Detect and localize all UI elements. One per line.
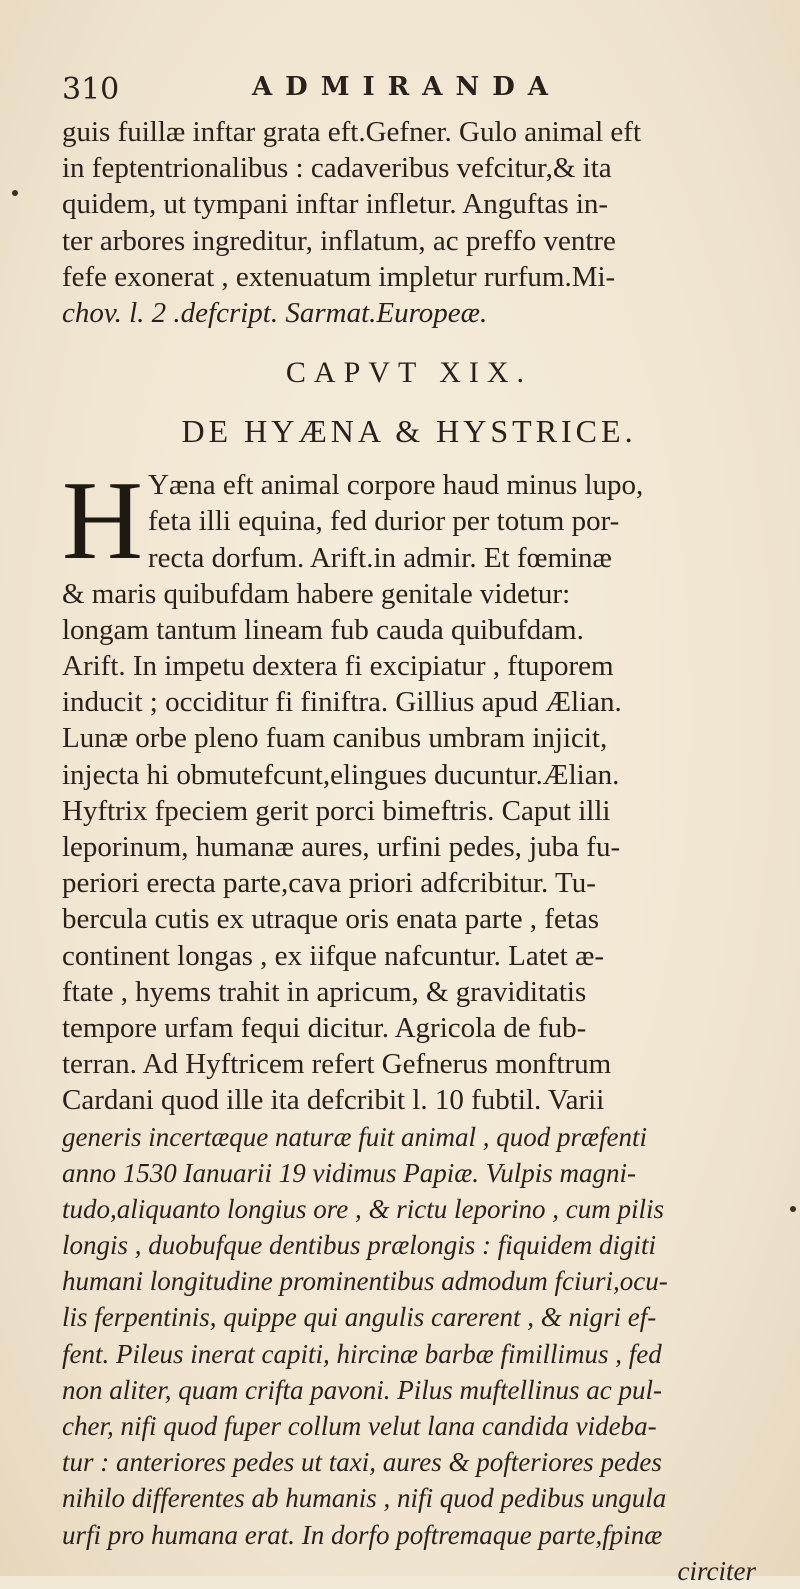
page-header	[62, 72, 742, 116]
text-line: inducit ; occiditur fi finiftra. Gillius apud Ælian.	[62, 686, 622, 719]
text-line: terran. Ad Hyftricem refert Gefnerus monftrum	[62, 1048, 612, 1081]
text-line: periori erecta parte,cava priori adfcribitur. Tu-	[62, 867, 596, 900]
text-line: recta dorfum. Arift.in admir. Et fœminæ	[148, 541, 612, 574]
italic-line: anno 1530 Ianuarii 19 vidimus Papiæ. Vulpis magni-	[62, 1157, 636, 1188]
italic-line: fent. Pileus inerat capiti, hircinæ barbæ fimillimus , fed	[62, 1338, 662, 1369]
text-line: tempore urfam fequi dicitur. Agricola de fub-	[62, 1011, 587, 1044]
italic-line: longis , duobufque dentibus prælongis : fiquidem digiti	[62, 1230, 656, 1261]
text-line: Lunæ orbe pleno fuam canibus umbram injicit,	[62, 722, 608, 755]
italic-line: urfi pro humana erat. In dorfo poftremaque parte,fpinæ	[62, 1519, 663, 1550]
page-text	[62, 114, 756, 1589]
quoted-description	[62, 1119, 756, 1553]
body-paragraph	[62, 576, 756, 1119]
text-line: quidem, ut tympani inftar infletur. Anguftas in-	[62, 188, 609, 221]
text-line: & maris quibufdam habere genitale videtur:	[62, 577, 571, 610]
italic-line: generis incertæque naturæ fuit animal , quod præfenti	[62, 1121, 647, 1152]
text-line: bercula cutis ex utraque oris enata parte , fetas	[62, 903, 600, 936]
text-line: continent longas , ex iifque nafcuntur. Latet æ-	[62, 939, 604, 972]
text-line: in feptentrionalibus : cadaveribus vefcitur,& ita	[62, 152, 612, 185]
running-head: ADMIRANDA	[252, 72, 561, 102]
text-line: injecta hi obmutefcunt,elingues ducuntur.Ælian.	[62, 758, 620, 791]
text-line: Arift. In impetu dextera fi excipiatur , ftuporem	[62, 650, 614, 683]
page-number: 310	[62, 72, 120, 107]
italic-line: nihilo differentes ab humanis , nifi quod pedibus ungula	[62, 1483, 667, 1514]
text-line: Cardani quod ille ita defcribit l. 10 fubtil. Varii	[62, 1084, 605, 1117]
text-line: ter arbores ingreditur, inflatum, ac preffo ventre	[62, 224, 616, 257]
italic-line: lis ferpentinis, quippe qui angulis carerent , & nigri ef-	[62, 1302, 657, 1333]
margin-mark	[12, 190, 18, 196]
chapter-number: CAPVT XIX.	[285, 356, 533, 390]
italic-line: tur : anteriores pedes ut taxi, aures & pofteriores pedes	[62, 1447, 662, 1478]
italic-line: humani longitudine prominentibus admodum fciuri,ocu-	[62, 1266, 668, 1297]
catchword: circiter	[677, 1555, 756, 1586]
italic-line: cher, nifi quod fuper collum velut lana candida videba-	[62, 1411, 657, 1441]
text-line: feta illi equina, fed durior per totum por-	[148, 505, 620, 538]
opening-paragraph	[62, 459, 756, 584]
text-line: Yæna eft animal corpore haud minus lupo,	[148, 469, 644, 502]
italic-line: tudo,aliquanto longius ore , & rictu leporino , cum pilis	[62, 1193, 664, 1224]
text-line: guis fuillæ inftar grata eft.Gefner. Gulo animal eft	[62, 116, 642, 148]
text-line: fefe exonerat , extenuatum impletur rurfum.Mi-	[62, 260, 616, 293]
drop-capital: H	[62, 459, 143, 584]
text-line: longam tantum lineam fub cauda quibufdam.	[62, 613, 584, 646]
chapter-title: DE HYÆNA & HYSTRICE.	[181, 413, 637, 450]
margin-mark	[790, 1206, 796, 1212]
italic-line: non aliter, quam crifta pavoni. Pilus muftellinus ac pul-	[62, 1374, 662, 1405]
text-line: Hyftrix fpeciem gerit porci bimeftris. Caput illi	[62, 794, 611, 827]
text-line: ftate , hyems trahit in apricum, & graviditatis	[62, 975, 587, 1008]
text-line: leporinum, humanæ aures, urfini pedes, juba fu-	[62, 831, 621, 863]
text-line: chov. l. 2 .defcript. Sarmat.Europeæ.	[62, 296, 488, 329]
top-paragraph	[62, 114, 756, 331]
